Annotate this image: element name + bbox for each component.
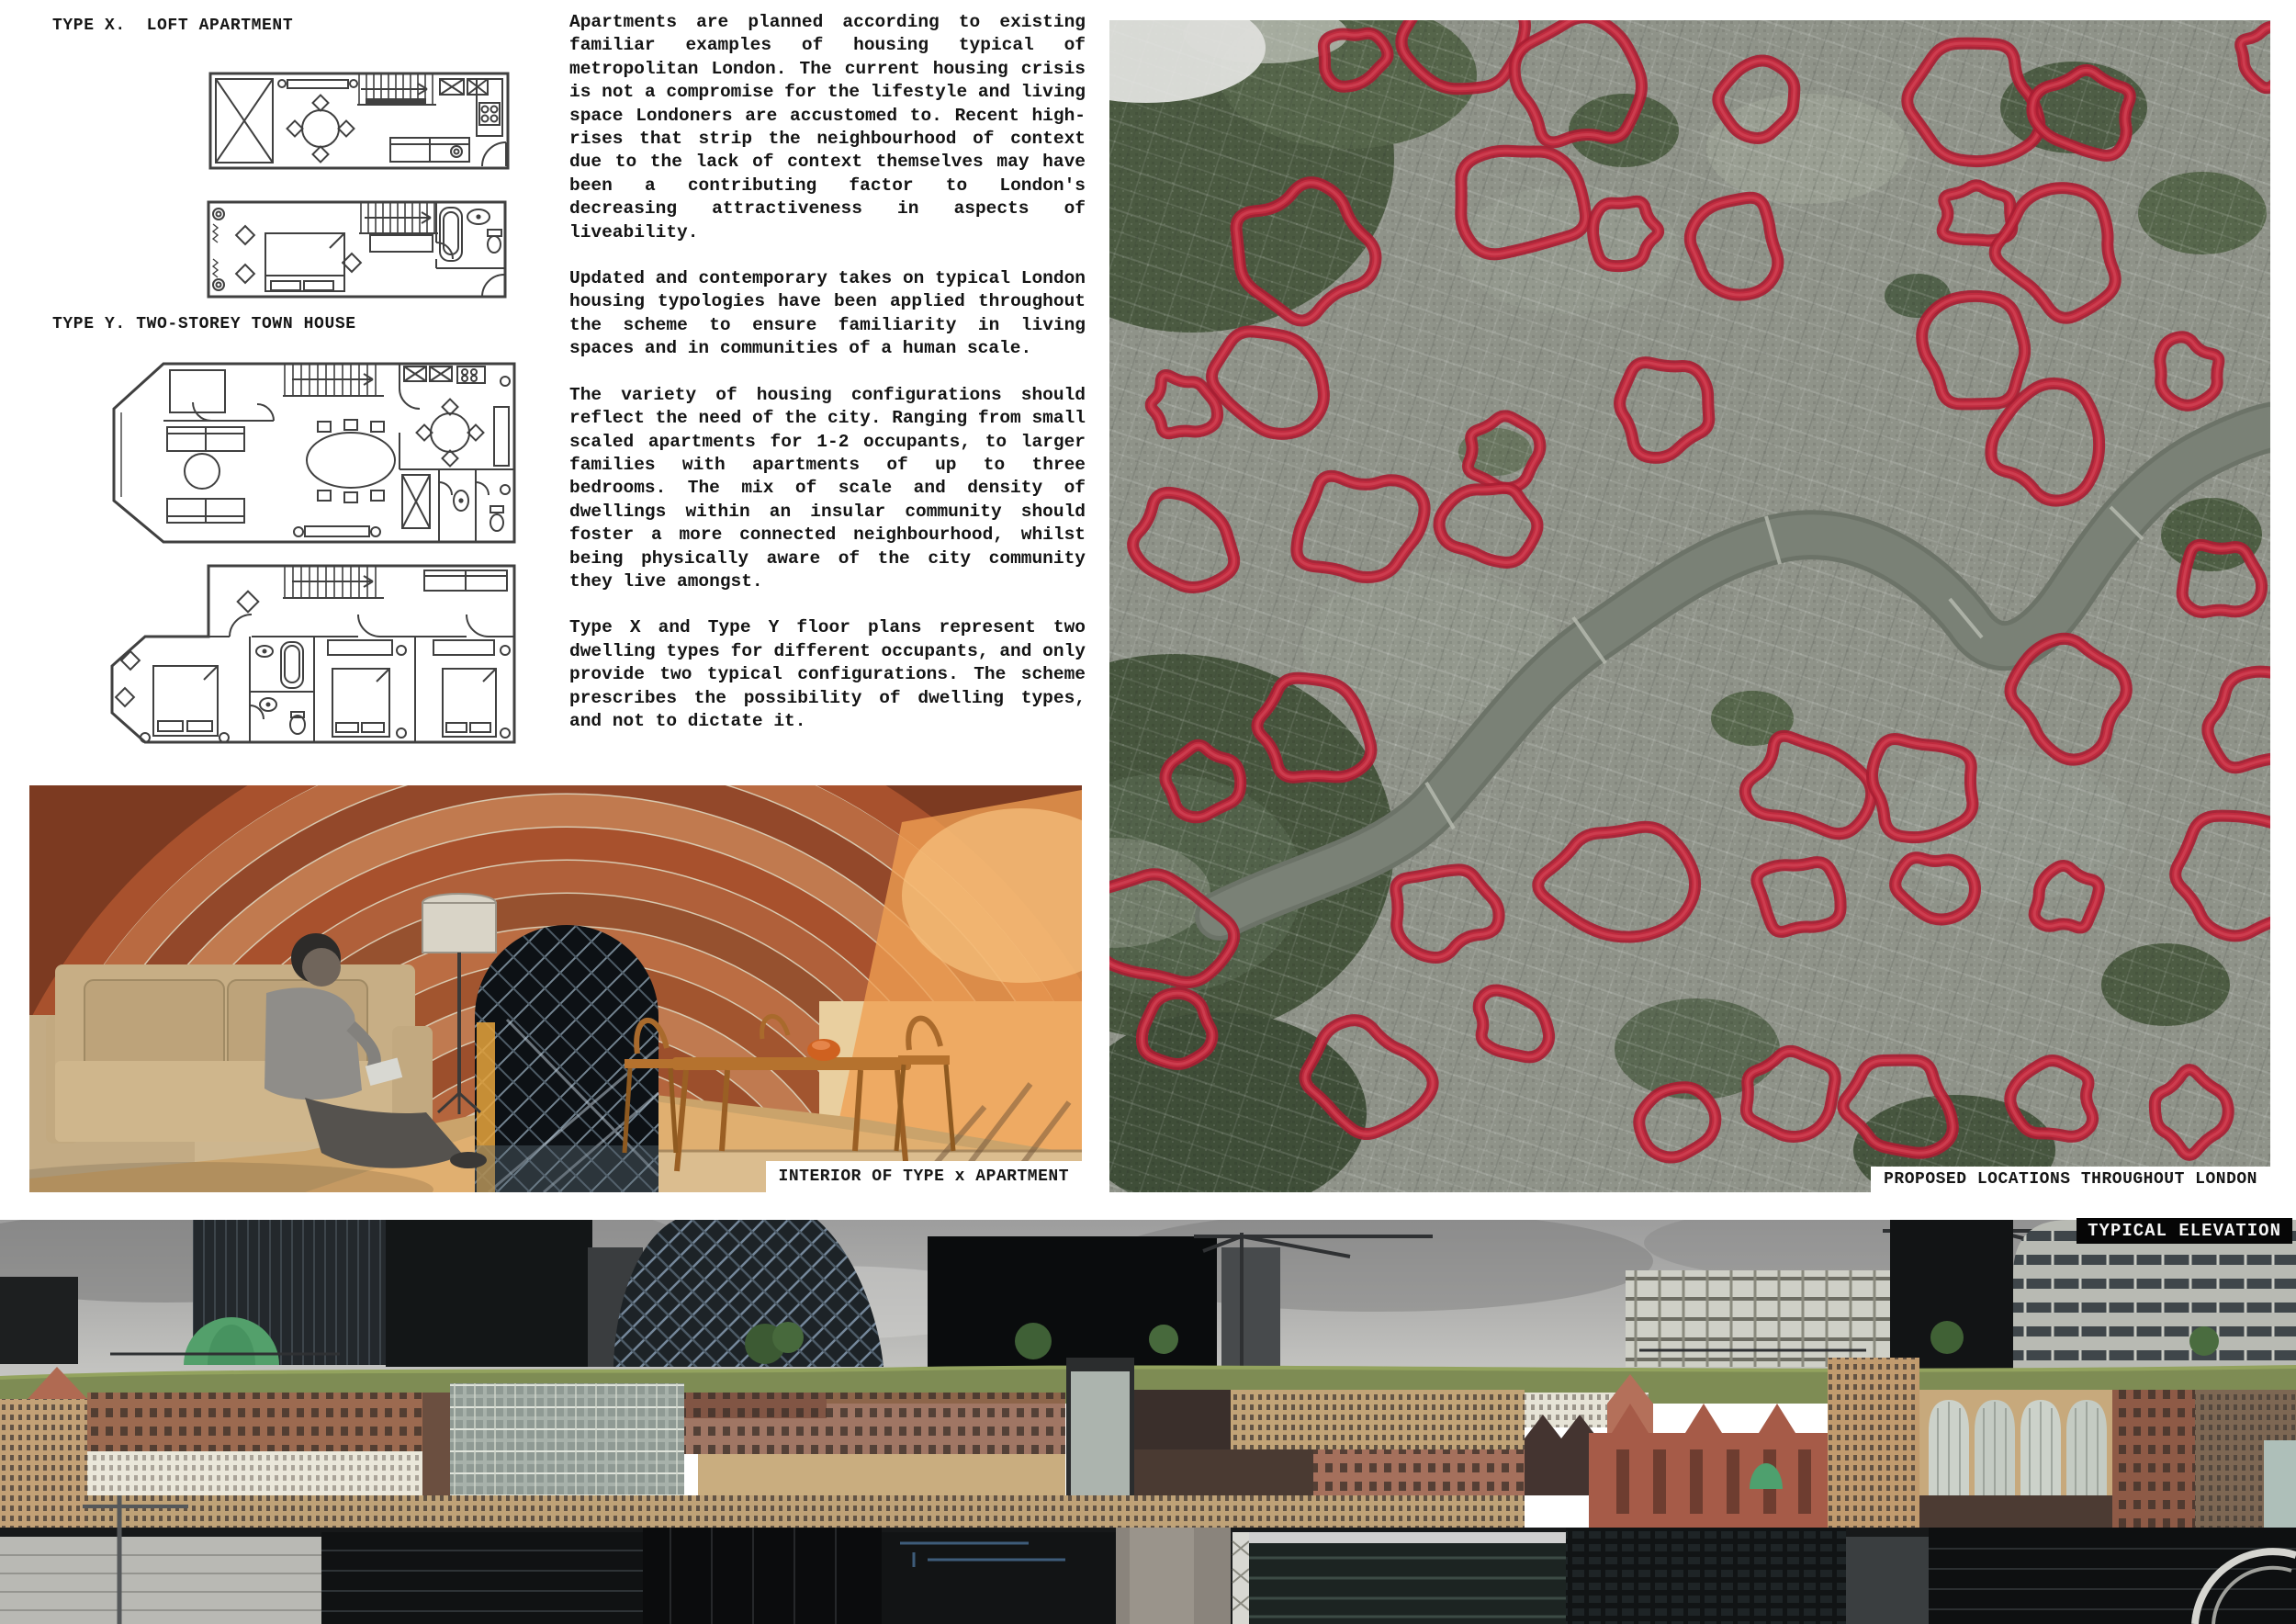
interior-caption: INTERIOR OF TYPE x APARTMENT xyxy=(766,1161,1082,1192)
elevation-panorama xyxy=(0,1220,2296,1624)
map-caption: PROPOSED LOCATIONS THROUGHOUT LONDON xyxy=(1871,1167,2270,1192)
paragraph-4: Type X and Type Y floor plans represent two dwelling types for different occupants, and only provide two typical configurations. The scheme prescribes the possibility of dwelling types, and not to dictate it. xyxy=(569,617,1086,731)
paragraph-1: Apartments are planned according to existing familiar examples of housing typical of metropolitan London. The current housing crisis is not a compromise for the lifestyle and living space Londoners are accustomed to. Recent high-rises that strip the neighbourhood of context due to the lack of context themselves may have been a contributing factor to London's decreasing attractiveness in aspects of liveability. xyxy=(569,12,1086,242)
paragraph-3: The variety of housing configurations should reflect the need of the city. Ranging from small scaled apartments for 1-2 occupants, to larger families with apartments of up to three bedrooms. The mix of scale and density of dwellings within an insular community should foster a more connected neighbourhood, whilst being physically aware of the city community they live amongst. xyxy=(569,384,1086,592)
interior-render xyxy=(29,785,1082,1192)
type-y-plan-ground xyxy=(83,361,517,545)
type-x-plan-upper xyxy=(208,72,510,170)
type-y-heading: TYPE Y. TWO-STOREY TOWN HOUSE xyxy=(52,315,356,333)
type-y-plan-upper xyxy=(84,563,517,744)
type-x-plan-lower xyxy=(207,200,507,299)
elevation-label: TYPICAL ELEVATION xyxy=(2077,1218,2292,1244)
text-column xyxy=(569,11,1086,756)
paragraph-2: Updated and contemporary takes on typical London housing typologies have been applied throughout the scheme to ensure familiarity in living spaces and in communities of a human scale. xyxy=(569,268,1086,359)
london-map xyxy=(1109,20,2270,1192)
type-x-heading: TYPE X. LOFT APARTMENT xyxy=(52,17,294,35)
